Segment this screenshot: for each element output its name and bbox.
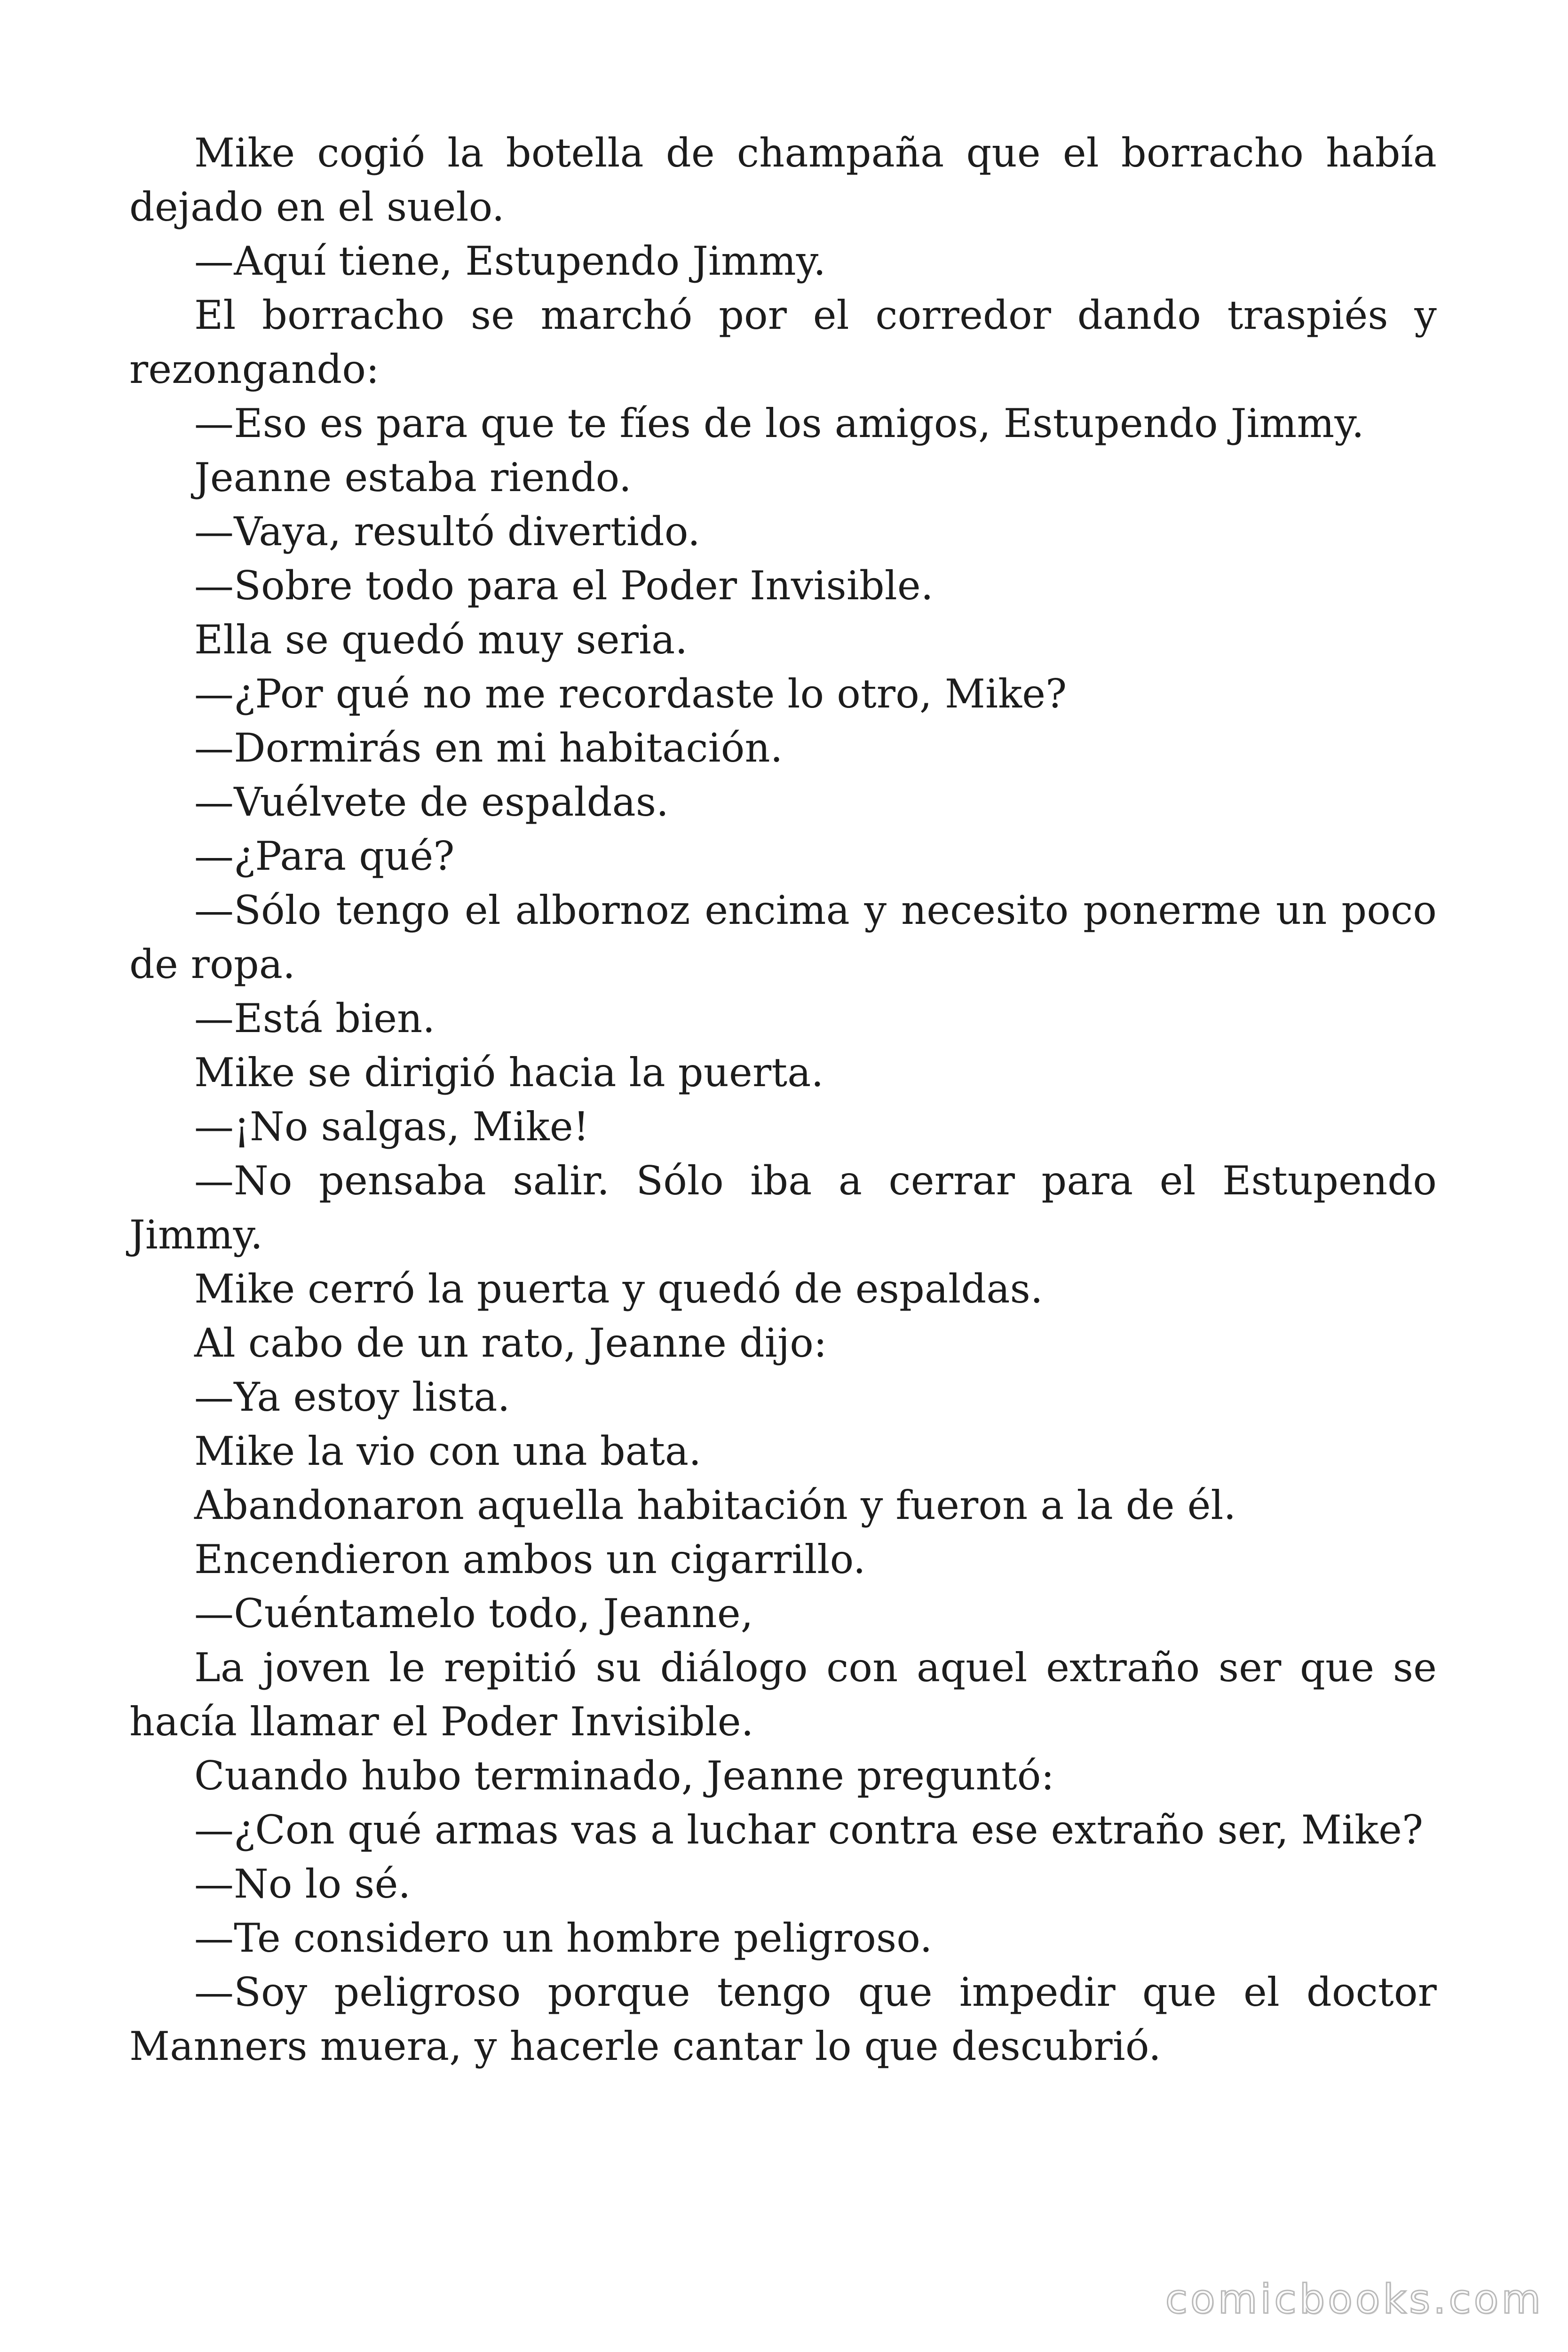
paragraph: —Eso es para que te fíes de los amigos, Estupendo Jimmy. [194, 400, 1364, 446]
paragraph: —¿Por qué no me recordaste lo otro, Mike? [194, 671, 1067, 717]
paragraph: Ella se quedó muy seria. [194, 617, 688, 663]
paragraph: —Aquí tiene, Estupendo Jimmy. [194, 238, 826, 284]
paragraph: —Vuélvete de espaldas. [194, 779, 669, 825]
paragraph: Cuando hubo terminado, Jeanne preguntó: [194, 1753, 1055, 1799]
paragraph: Encendieron ambos un cigarrillo. [194, 1536, 866, 1582]
paragraph: Mike la vio con una bata. [194, 1428, 702, 1474]
paragraph: Jeanne estaba riendo. [194, 454, 632, 501]
paragraph: La joven le repitió su diálogo con aquel extraño ser que se hacía llamar el Poder Invisible. [129, 1645, 1437, 1745]
paragraph: —¡No salgas, Mike! [194, 1104, 589, 1150]
paragraph: —No pensaba salir. Sólo iba a cerrar para el Estupendo Jimmy. [129, 1158, 1437, 1258]
paragraph: El borracho se marchó por el corredor dando traspiés y rezongando: [129, 292, 1437, 392]
page-body [129, 126, 1437, 2074]
paragraph: —Ya estoy lista. [194, 1374, 510, 1420]
paragraph: —Sólo tengo el albornoz encima y necesito ponerme un poco de ropa. [129, 887, 1437, 987]
paragraph: —No lo sé. [194, 1861, 411, 1907]
paragraph: —Cuéntamelo todo, Jeanne, [194, 1590, 753, 1637]
paragraph: —Vaya, resultó divertido. [194, 509, 701, 555]
paragraph: —Dormirás en mi habitación. [194, 725, 783, 771]
watermark: comicbooks.com [1165, 2276, 1544, 2323]
paragraph: Mike se dirigió hacia la puerta. [194, 1049, 824, 1096]
paragraph: —Te considero un hombre peligroso. [194, 1915, 933, 1961]
paragraph: —¿Para qué? [194, 833, 455, 879]
paragraph: Mike cogió la botella de champaña que el borracho había dejado en el suelo. [129, 130, 1437, 230]
paragraph: —Está bien. [194, 995, 436, 1041]
paragraph: —¿Con qué armas vas a luchar contra ese extraño ser, Mike? [194, 1807, 1424, 1853]
paragraph: Mike cerró la puerta y quedó de espaldas. [194, 1266, 1043, 1312]
paragraph: Abandonaron aquella habitación y fueron a la de él. [194, 1482, 1236, 1528]
paragraph: Al cabo de un rato, Jeanne dijo: [194, 1320, 827, 1366]
paragraph: —Soy peligroso porque tengo que impedir que el doctor Manners muera, y hacerle cantar lo que descubrió. [129, 1969, 1437, 2069]
paragraph: —Sobre todo para el Poder Invisible. [194, 563, 934, 609]
